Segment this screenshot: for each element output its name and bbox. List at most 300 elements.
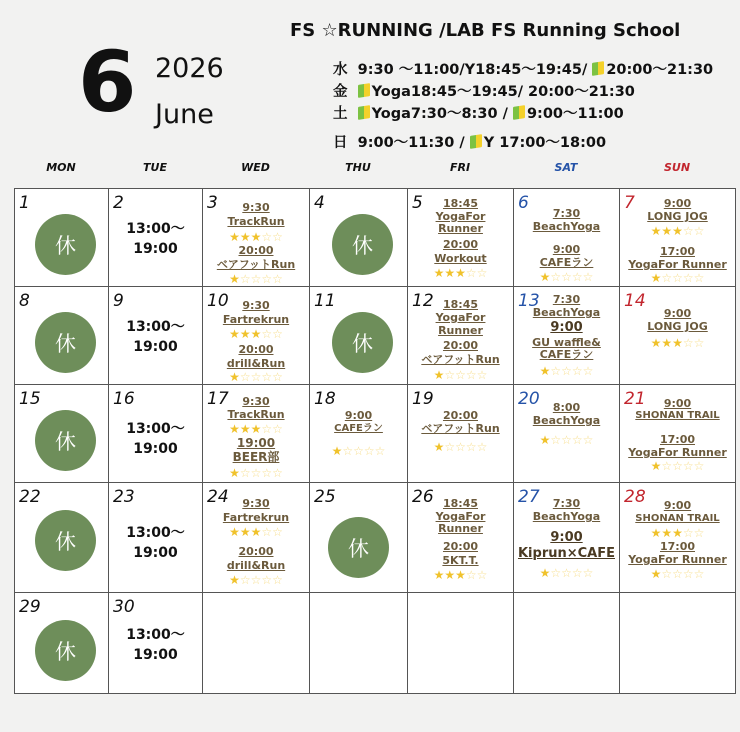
year: 2026	[155, 53, 224, 84]
level-stars	[620, 337, 735, 349]
star-empty-icon: ☆	[476, 568, 488, 582]
day-cell	[310, 483, 408, 593]
event-name[interactable]: CAFEラン	[539, 348, 594, 361]
level-stars	[408, 369, 513, 381]
day-cell	[203, 483, 310, 593]
star-empty-icon: ☆	[272, 230, 283, 244]
star-empty-icon: ☆	[239, 573, 251, 587]
day-number: 27	[518, 487, 540, 507]
star-empty-icon: ☆	[250, 370, 262, 384]
star-empty-icon: ☆	[272, 272, 283, 286]
day-cell	[109, 287, 203, 385]
day-number: 17	[207, 389, 229, 409]
star-empty-icon: ☆	[550, 566, 562, 580]
star-empty-icon: ☆	[261, 573, 273, 587]
day-number: 13	[518, 291, 540, 311]
day-number: 29	[19, 597, 41, 617]
level-stars	[514, 365, 619, 377]
month-name: June	[155, 99, 214, 130]
event-time[interactable]: 20:00	[442, 540, 478, 553]
event-time[interactable]: 9:30	[242, 201, 270, 214]
star-empty-icon: ☆	[693, 336, 705, 350]
star-filled-icon: ★	[539, 270, 551, 284]
event-name[interactable]: BeachYoga	[532, 220, 601, 233]
event-name[interactable]: SHONAN TRAIL	[635, 410, 720, 421]
event-name[interactable]: GU waffle&	[532, 336, 601, 349]
event-time[interactable]: 17:00	[659, 245, 695, 258]
star-empty-icon: ☆	[272, 525, 283, 539]
event-name[interactable]: BEER部	[232, 450, 280, 464]
day-cell	[408, 189, 514, 287]
day-number: 25	[314, 487, 336, 507]
day-cell	[109, 483, 203, 593]
empty-cell	[620, 593, 736, 694]
star-empty-icon: ☆	[465, 368, 477, 382]
day-number: 5	[412, 193, 423, 213]
star-empty-icon: ☆	[693, 526, 705, 540]
star-empty-icon: ☆	[661, 459, 673, 473]
event-time[interactable]: 7:30	[552, 207, 581, 220]
star-empty-icon: ☆	[272, 573, 283, 587]
day-cell	[15, 287, 109, 385]
day-number: 19	[412, 389, 434, 409]
event-name[interactable]: drill&Run	[226, 357, 286, 370]
level-stars	[620, 527, 735, 539]
hours-end: 19:00	[133, 339, 178, 355]
event-name[interactable]: YogaFor	[435, 210, 486, 223]
star-filled-icon: ★	[661, 526, 673, 540]
event-name[interactable]: 5KT.T.	[442, 554, 479, 567]
hours-start: 13:00〜	[126, 627, 185, 643]
schedule-day: 金	[333, 84, 348, 100]
star-empty-icon: ☆	[582, 270, 594, 284]
event-name[interactable]: ベアフットRun	[421, 422, 500, 435]
day-number: 8	[19, 291, 30, 311]
event-time[interactable]: 9:00	[663, 197, 692, 210]
star-empty-icon: ☆	[693, 224, 705, 238]
event-name[interactable]: Kiprun×CAFE	[517, 546, 615, 561]
star-empty-icon: ☆	[571, 433, 583, 447]
closed-badge: 休	[332, 312, 393, 373]
day-cell	[15, 189, 109, 287]
closed-badge: 休	[35, 410, 96, 471]
event-name[interactable]: YogaFor Runner	[628, 553, 727, 566]
event-name[interactable]: BeachYoga	[532, 306, 601, 319]
event-name[interactable]: YogaFor Runner	[628, 446, 727, 459]
day-number: 26	[412, 487, 434, 507]
day-number: 30	[113, 597, 135, 617]
event-time[interactable]: 9:00	[552, 243, 581, 256]
star-empty-icon: ☆	[571, 270, 583, 284]
level-stars	[203, 467, 309, 479]
day-cell	[15, 385, 109, 483]
event-name[interactable]: SHONAN TRAIL	[635, 513, 720, 524]
star-empty-icon: ☆	[261, 327, 273, 341]
star-empty-icon: ☆	[550, 433, 562, 447]
day-cell	[620, 385, 736, 483]
star-empty-icon: ☆	[476, 368, 488, 382]
day-number: 11	[314, 291, 336, 311]
month-number: 6	[78, 33, 137, 131]
star-filled-icon: ★	[444, 568, 456, 582]
star-empty-icon: ☆	[465, 568, 477, 582]
star-empty-icon: ☆	[693, 459, 705, 473]
star-empty-icon: ☆	[261, 272, 273, 286]
star-filled-icon: ★	[239, 525, 251, 539]
event-name[interactable]: YogaFor	[435, 510, 486, 523]
event-time[interactable]: 9:00	[663, 307, 692, 320]
event-time[interactable]: 9:00	[663, 499, 692, 512]
star-filled-icon: ★	[229, 327, 240, 341]
event-name[interactable]: ベアフットRun	[421, 353, 500, 366]
level-stars	[514, 567, 619, 579]
event-time[interactable]: 9:00	[550, 320, 583, 335]
star-empty-icon: ☆	[571, 364, 583, 378]
event-name[interactable]: CAFEラン	[334, 423, 383, 434]
star-filled-icon: ★	[672, 224, 683, 238]
day-cell	[310, 189, 408, 287]
day-number: 1	[19, 193, 30, 213]
event-name[interactable]: Workout	[434, 252, 487, 265]
event-time[interactable]: 20:00	[442, 339, 478, 352]
star-filled-icon: ★	[650, 459, 662, 473]
event-name[interactable]: CAFEラン	[539, 256, 594, 269]
event-name[interactable]: BeachYoga	[532, 510, 601, 523]
calendar-grid	[14, 188, 736, 694]
star-empty-icon: ☆	[465, 440, 477, 454]
event-time[interactable]: 9:00	[550, 530, 583, 545]
star-empty-icon: ☆	[239, 272, 251, 286]
open-hours	[109, 523, 202, 563]
event-name[interactable]: Fartrekrun	[222, 511, 290, 524]
weekday-thu: THU	[345, 161, 371, 174]
star-empty-icon: ☆	[272, 466, 283, 480]
schedule-day: 日	[333, 135, 348, 151]
event-time[interactable]: 20:00	[442, 238, 478, 251]
day-cell	[514, 189, 620, 287]
star-filled-icon: ★	[250, 327, 262, 341]
day-number: 24	[207, 487, 229, 507]
star-empty-icon: ☆	[672, 459, 683, 473]
star-filled-icon: ★	[539, 566, 551, 580]
star-empty-icon: ☆	[582, 433, 594, 447]
day-number: 9	[113, 291, 124, 311]
level-stars	[514, 434, 619, 446]
star-empty-icon: ☆	[250, 573, 262, 587]
day-number: 20	[518, 389, 540, 409]
star-filled-icon: ★	[433, 568, 445, 582]
closed-badge: 休	[35, 214, 96, 275]
event-time[interactable]: 9:00	[663, 397, 692, 410]
day-number: 6	[518, 193, 529, 213]
star-empty-icon: ☆	[444, 440, 456, 454]
star-empty-icon: ☆	[374, 444, 386, 458]
weekday-wed: WED	[241, 161, 270, 174]
star-empty-icon: ☆	[353, 444, 364, 458]
star-filled-icon: ★	[650, 336, 662, 350]
star-filled-icon: ★	[250, 525, 262, 539]
day-cell	[620, 189, 736, 287]
event-name[interactable]: drill&Run	[226, 559, 286, 572]
day-cell	[408, 385, 514, 483]
star-filled-icon: ★	[239, 230, 251, 244]
day-cell	[408, 287, 514, 385]
star-filled-icon: ★	[239, 422, 251, 436]
day-number: 22	[19, 487, 41, 507]
event-name[interactable]: Fartrekrun	[222, 313, 290, 326]
day-number: 28	[624, 487, 646, 507]
schedule-wed	[333, 58, 713, 79]
star-filled-icon: ★	[229, 272, 240, 286]
hours-end: 19:00	[133, 441, 178, 457]
level-stars	[620, 568, 735, 580]
star-empty-icon: ☆	[363, 444, 375, 458]
level-stars	[620, 272, 735, 284]
star-empty-icon: ☆	[455, 368, 466, 382]
event-name[interactable]: Runner	[438, 522, 483, 535]
star-filled-icon: ★	[661, 224, 673, 238]
event-time[interactable]: 17:00	[659, 540, 695, 553]
star-filled-icon: ★	[672, 526, 683, 540]
closed-badge: 休	[332, 214, 393, 275]
star-empty-icon: ☆	[693, 567, 705, 581]
event-time[interactable]: 18:45	[442, 497, 478, 510]
day-number: 10	[207, 291, 229, 311]
hours-start: 13:00〜	[126, 319, 185, 335]
star-empty-icon: ☆	[682, 526, 694, 540]
star-filled-icon: ★	[250, 422, 262, 436]
star-empty-icon: ☆	[239, 466, 251, 480]
event-time[interactable]: 7:30	[552, 293, 581, 306]
star-filled-icon: ★	[672, 336, 683, 350]
closed-badge: 休	[35, 312, 96, 373]
beginner-mark-icon	[470, 134, 482, 149]
event-name[interactable]: Runner	[438, 222, 483, 235]
star-empty-icon: ☆	[444, 368, 456, 382]
star-empty-icon: ☆	[476, 440, 488, 454]
event-time[interactable]: 9:30	[242, 299, 270, 312]
star-empty-icon: ☆	[261, 370, 273, 384]
star-empty-icon: ☆	[561, 364, 572, 378]
event-time[interactable]: 17:00	[659, 433, 695, 446]
star-filled-icon: ★	[444, 266, 456, 280]
event-time[interactable]: 19:00	[236, 436, 276, 450]
day-number: 7	[624, 193, 635, 213]
star-empty-icon: ☆	[250, 466, 262, 480]
level-stars	[203, 328, 309, 340]
event-name[interactable]: LONG JOG	[647, 210, 708, 223]
weekday-sun: SUN	[663, 161, 691, 174]
weekday-mon: MON	[46, 161, 76, 174]
star-empty-icon: ☆	[682, 271, 694, 285]
star-empty-icon: ☆	[272, 370, 283, 384]
event-time[interactable]: 8:00	[552, 401, 581, 414]
day-cell	[620, 287, 736, 385]
event-time[interactable]: 18:45	[442, 197, 478, 210]
schedule-text: 9:00〜11:30 /	[357, 135, 470, 151]
schedule-beginner: 20:00〜21:30	[606, 62, 714, 78]
star-filled-icon: ★	[455, 266, 466, 280]
schedule-beginner: Yoga18:45〜19:45/ 20:00〜21:30	[371, 84, 635, 100]
event-name[interactable]: TrackRun	[227, 215, 285, 228]
star-filled-icon: ★	[433, 266, 445, 280]
event-name[interactable]: LONG JOG	[647, 320, 708, 333]
weekday-fri: FRI	[449, 161, 471, 174]
hours-end: 19:00	[133, 545, 178, 561]
open-hours	[109, 219, 202, 259]
day-cell	[203, 287, 310, 385]
star-empty-icon: ☆	[342, 444, 354, 458]
day-cell	[310, 287, 408, 385]
star-filled-icon: ★	[239, 327, 251, 341]
day-number: 14	[624, 291, 646, 311]
star-empty-icon: ☆	[550, 270, 562, 284]
open-hours	[109, 317, 202, 357]
event-time[interactable]: 9:30	[242, 497, 270, 510]
star-filled-icon: ★	[331, 444, 343, 458]
level-stars	[203, 273, 309, 285]
star-filled-icon: ★	[229, 525, 240, 539]
star-filled-icon: ★	[650, 271, 662, 285]
star-empty-icon: ☆	[272, 327, 283, 341]
day-cell	[620, 483, 736, 593]
star-filled-icon: ★	[650, 567, 662, 581]
star-empty-icon: ☆	[250, 272, 262, 286]
empty-cell	[310, 593, 408, 694]
star-empty-icon: ☆	[661, 567, 673, 581]
day-cell	[15, 593, 109, 694]
schedule-beginner: Y 17:00〜18:00	[483, 135, 607, 151]
closed-badge: 休	[35, 510, 96, 571]
star-filled-icon: ★	[433, 368, 445, 382]
schedule-sat	[333, 102, 624, 123]
event-time[interactable]: 7:30	[552, 497, 581, 510]
empty-cell	[514, 593, 620, 694]
event-time[interactable]: 9:00	[344, 409, 373, 422]
level-stars	[203, 574, 309, 586]
day-number: 3	[207, 193, 218, 213]
star-empty-icon: ☆	[561, 566, 572, 580]
schedule-sun	[333, 131, 606, 152]
beginner-mark-icon	[358, 105, 370, 120]
event-time[interactable]: 20:00	[238, 244, 274, 257]
star-empty-icon: ☆	[261, 525, 273, 539]
star-empty-icon: ☆	[672, 567, 683, 581]
star-filled-icon: ★	[229, 573, 240, 587]
event-time[interactable]: 18:45	[442, 298, 478, 311]
star-empty-icon: ☆	[561, 433, 572, 447]
level-stars	[408, 569, 513, 581]
event-name[interactable]: YogaFor	[435, 311, 486, 324]
schedule-day: 土	[333, 106, 348, 122]
star-filled-icon: ★	[650, 224, 662, 238]
hours-start: 13:00〜	[126, 525, 185, 541]
day-cell	[109, 189, 203, 287]
day-number: 21	[624, 389, 646, 409]
day-number: 16	[113, 389, 135, 409]
day-number: 18	[314, 389, 336, 409]
schedule-text: 9:30 〜11:00/Y18:45〜19:45/	[357, 62, 593, 78]
level-stars	[310, 445, 407, 457]
event-name[interactable]: TrackRun	[227, 408, 285, 421]
star-empty-icon: ☆	[661, 271, 673, 285]
day-number: 15	[19, 389, 41, 409]
star-empty-icon: ☆	[682, 336, 694, 350]
event-name[interactable]: Runner	[438, 324, 483, 337]
hours-start: 13:00〜	[126, 221, 185, 237]
empty-cell	[408, 593, 514, 694]
event-time[interactable]: 20:00	[442, 409, 478, 422]
day-cell	[514, 483, 620, 593]
schedule-day: 水	[333, 62, 348, 78]
star-filled-icon: ★	[229, 370, 240, 384]
star-filled-icon: ★	[539, 364, 551, 378]
star-filled-icon: ★	[539, 433, 551, 447]
star-empty-icon: ☆	[682, 567, 694, 581]
day-number: 23	[113, 487, 135, 507]
star-filled-icon: ★	[250, 230, 262, 244]
day-number: 4	[314, 193, 325, 213]
closed-badge: 休	[328, 517, 389, 578]
star-empty-icon: ☆	[582, 566, 594, 580]
beginner-mark-icon	[592, 61, 604, 76]
star-empty-icon: ☆	[682, 459, 694, 473]
hours-start: 13:00〜	[126, 421, 185, 437]
level-stars	[620, 225, 735, 237]
schedule-beginner-2: 9:00〜11:00	[526, 106, 624, 122]
day-cell	[15, 483, 109, 593]
open-hours	[109, 419, 202, 459]
star-empty-icon: ☆	[455, 440, 466, 454]
event-name[interactable]: BeachYoga	[532, 414, 601, 427]
weekday-tue: TUE	[143, 161, 167, 174]
star-filled-icon: ★	[661, 336, 673, 350]
schedule-beginner: Yoga7:30〜8:30 /	[371, 106, 513, 122]
day-cell	[203, 189, 310, 287]
day-cell	[514, 385, 620, 483]
level-stars	[203, 526, 309, 538]
level-stars	[514, 271, 619, 283]
day-cell	[514, 287, 620, 385]
beginner-mark-icon	[513, 105, 525, 120]
star-empty-icon: ☆	[272, 422, 283, 436]
star-filled-icon: ★	[455, 568, 466, 582]
star-filled-icon: ★	[229, 466, 240, 480]
event-time[interactable]: 20:00	[238, 545, 274, 558]
hours-end: 19:00	[133, 241, 178, 257]
event-time[interactable]: 20:00	[238, 343, 274, 356]
open-hours	[109, 625, 202, 665]
star-empty-icon: ☆	[550, 364, 562, 378]
star-empty-icon: ☆	[261, 466, 273, 480]
empty-cell	[203, 593, 310, 694]
star-empty-icon: ☆	[476, 266, 488, 280]
star-empty-icon: ☆	[561, 270, 572, 284]
event-name[interactable]: ベアフットRun	[216, 258, 296, 271]
event-name[interactable]: YogaFor Runner	[628, 258, 727, 271]
star-empty-icon: ☆	[571, 566, 583, 580]
level-stars	[203, 371, 309, 383]
event-time[interactable]: 9:30	[242, 395, 270, 408]
schedule-fri	[333, 80, 635, 101]
level-stars	[203, 423, 309, 435]
day-number: 12	[412, 291, 434, 311]
star-filled-icon: ★	[229, 422, 240, 436]
day-cell	[310, 385, 408, 483]
day-cell	[203, 385, 310, 483]
star-filled-icon: ★	[229, 230, 240, 244]
level-stars	[408, 441, 513, 453]
